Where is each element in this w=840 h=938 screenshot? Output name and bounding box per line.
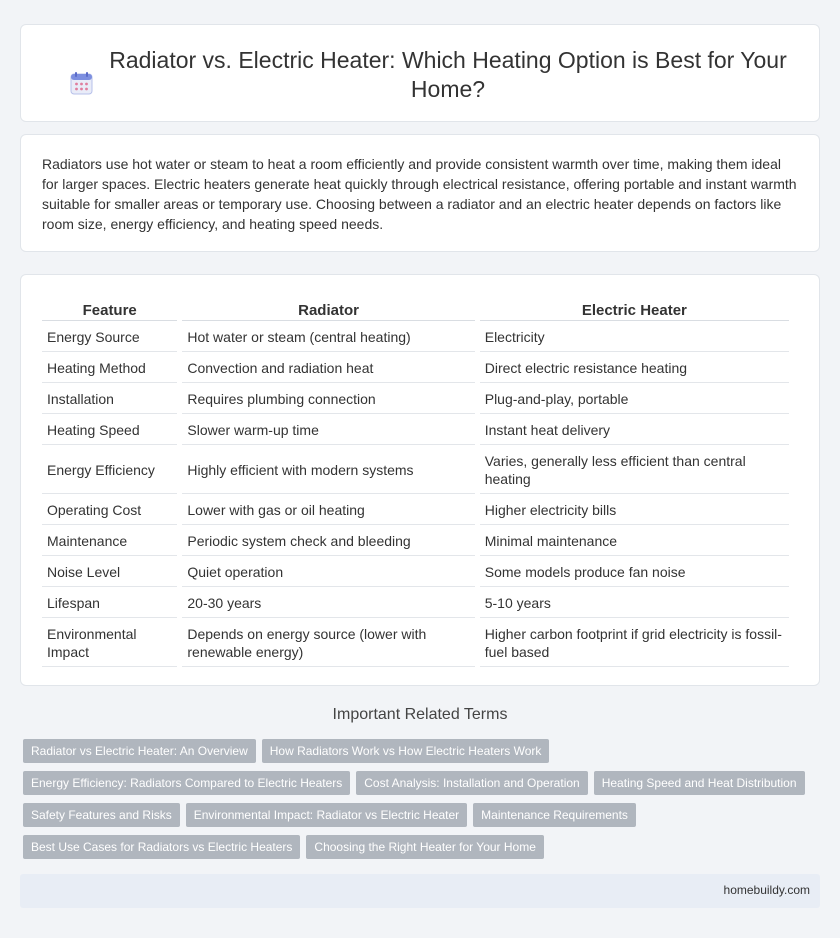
tag-row <box>23 835 823 859</box>
table-row <box>42 321 789 352</box>
related-tag[interactable]: Choosing the Right Heater for Your Home <box>306 835 543 859</box>
related-tag[interactable]: Environmental Impact: Radiator vs Electric Heater <box>186 803 467 827</box>
cell-electric: Minimal maintenance <box>480 525 789 556</box>
tag-row <box>23 771 823 795</box>
cell-radiator: Slower warm-up time <box>182 414 474 445</box>
cell-electric: Varies, generally less efficient than central heating <box>480 445 789 494</box>
header-feature: Feature <box>42 294 177 321</box>
table-row <box>42 556 789 587</box>
cell-radiator: Lower with gas or oil heating <box>182 494 474 525</box>
title-card <box>20 24 820 122</box>
related-terms-list <box>23 739 823 867</box>
cell-feature: Operating Cost <box>42 494 177 525</box>
related-tag[interactable]: Best Use Cases for Radiators vs Electric Heaters <box>23 835 300 859</box>
cell-electric: Some models produce fan noise <box>480 556 789 587</box>
related-terms-title: Important Related Terms <box>332 706 508 723</box>
table-row <box>42 494 789 525</box>
intro-card <box>20 134 820 252</box>
table-row <box>42 352 789 383</box>
related-tag[interactable]: Maintenance Requirements <box>473 803 636 827</box>
cell-electric: 5-10 years <box>480 587 789 618</box>
related-tag[interactable]: Radiator vs Electric Heater: An Overview <box>23 739 256 763</box>
footer-site-link[interactable]: homebuildy.com <box>723 883 810 897</box>
related-tag[interactable]: Heating Speed and Heat Distribution <box>594 771 805 795</box>
table-row <box>42 445 789 494</box>
cell-electric: Instant heat delivery <box>480 414 789 445</box>
comparison-table <box>37 294 794 667</box>
table-row <box>42 587 789 618</box>
cell-radiator: Periodic system check and bleeding <box>182 525 474 556</box>
header-electric-heater: Electric Heater <box>480 294 789 321</box>
related-tag[interactable]: Energy Efficiency: Radiators Compared to Electric Heaters <box>23 771 350 795</box>
related-tag[interactable]: How Radiators Work vs How Electric Heaters Work <box>262 739 550 763</box>
comparison-card <box>20 274 820 686</box>
footer <box>20 874 820 908</box>
table-header-row <box>42 294 789 321</box>
cell-radiator: Requires plumbing connection <box>182 383 474 414</box>
table-row <box>42 383 789 414</box>
cell-feature: Noise Level <box>42 556 177 587</box>
related-tag[interactable]: Safety Features and Risks <box>23 803 180 827</box>
cell-radiator: Convection and radiation heat <box>182 352 474 383</box>
cell-electric: Higher carbon footprint if grid electricity is fossil-fuel based <box>480 618 789 667</box>
cell-electric: Plug-and-play, portable <box>480 383 789 414</box>
cell-radiator: 20-30 years <box>182 587 474 618</box>
cell-radiator: Quiet operation <box>182 556 474 587</box>
cell-radiator: Depends on energy source (lower with renewable energy) <box>182 618 474 667</box>
header-radiator: Radiator <box>182 294 474 321</box>
cell-feature: Environmental Impact <box>42 618 177 667</box>
table-row <box>42 525 789 556</box>
table-row <box>42 414 789 445</box>
cell-feature: Maintenance <box>42 525 177 556</box>
related-tag[interactable]: Cost Analysis: Installation and Operation <box>356 771 587 795</box>
cell-electric: Electricity <box>480 321 789 352</box>
cell-radiator: Hot water or steam (central heating) <box>182 321 474 352</box>
cell-electric: Direct electric resistance heating <box>480 352 789 383</box>
intro-paragraph: Radiators use hot water or steam to heat a room efficiently and provide consistent warmth over time, making them ideal for larger spaces. Electric heaters generate heat quickly through electrical resistance, offering portable and instant warmth suitable for smaller areas or temporary use. Choosing between a radiator and an electric heater depends on factors like room size, energy efficiency, and heating speed needs. <box>42 156 797 232</box>
cell-feature: Installation <box>42 383 177 414</box>
tag-row <box>23 739 823 763</box>
cell-feature: Heating Method <box>42 352 177 383</box>
cell-feature: Energy Efficiency <box>42 445 177 494</box>
cell-feature: Energy Source <box>42 321 177 352</box>
cell-electric: Higher electricity bills <box>480 494 789 525</box>
tag-row <box>23 803 823 827</box>
cell-radiator: Highly efficient with modern systems <box>182 445 474 494</box>
table-row <box>42 618 789 667</box>
cell-feature: Lifespan <box>42 587 177 618</box>
cell-feature: Heating Speed <box>42 414 177 445</box>
page-title: Radiator vs. Electric Heater: Which Heating Option is Best for Your Home? <box>109 47 787 102</box>
